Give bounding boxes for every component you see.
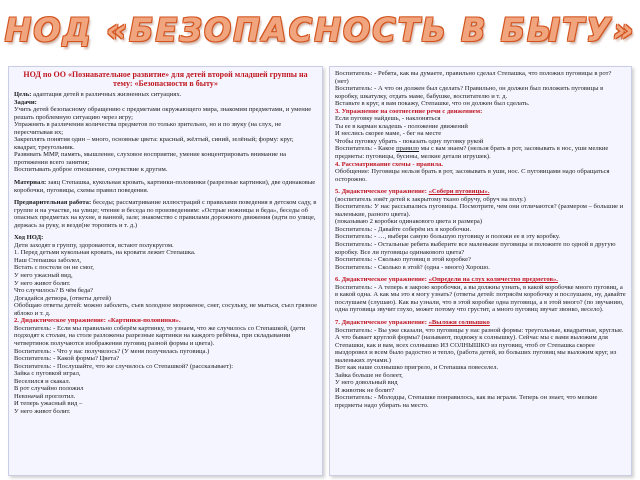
text-line: Воспитатель: - Если мы правильно соберём картинку, то узнаем, что же случилось со Степашкой, (дети подходят к столам, на столе разложены разрезные картинки на каждого ребёнка, при складывании четвертинок получаются изображения пуговиц разной формы и цвета). <box>14 324 306 347</box>
prelim-text: беседы; рассматривание иллюстраций с правилами поведения в детском саду, в группе и на участке, на улице; чтение и беседа по произведениям: «Острые ножницы и беда», беседы об опасных предметах на кухне, в ванной, зале; знакомство с правилами дорожного движения (идти по улице, держась за руку, и везде(не торопить и т. д.) <box>14 199 317 229</box>
text-line: Дети заходят в группу, здороваются, встают полукругом. <box>14 241 174 249</box>
poem-line: В рот случайно положил <box>14 385 84 393</box>
rule-question-start: Воспитатель: - Какое <box>335 145 397 153</box>
poem-line: У него ужасный вид, <box>14 272 73 280</box>
poem-line: Веселился и скакал. <box>14 377 71 385</box>
poem-line: И животик не болит? <box>335 386 395 394</box>
text-line: Воспитатель: - Сколько пуговиц в этой коробке? <box>335 256 471 264</box>
text-line: Воспитатель: - Ребята, как вы думаете, правильно сделал Степашка, что положил пуговицы в рот? (нет) <box>335 70 612 85</box>
poem-line: Зайка с пуговкой играл, <box>14 370 81 378</box>
right-column <box>329 66 632 476</box>
goal-label: Цель: <box>14 91 32 98</box>
section-3-heading: 3. Упражнение на соотнесение речи с движением: <box>335 107 483 115</box>
text-line <box>335 145 626 160</box>
poem-line: Догадайся детвора, (ответы детей) <box>14 294 111 302</box>
document-heading: НОД по ОО «Познавательное развитие» для детей второй младшей группы на тему: «Безопасности в быту» <box>23 70 308 88</box>
section-4-heading: 4. Рассматривание схемы - правила. <box>335 160 443 168</box>
tasks-label: Задачи: <box>14 98 37 106</box>
text-line: Воспитатель: - Сколько в этой? (одна - много) Хорошо. <box>335 263 490 271</box>
text-line: Воспитатель: - Остальные ребята выберите все маленькие пуговицы и положите по одной в другую коробку. Все ли пуговицы одинакового цвета? <box>335 241 616 256</box>
text-line: Воспитатель: - …, выбери самую большую пуговицу и положи ее в эту коробку. <box>335 233 561 241</box>
material-text: заяц Степашка, кукольная кровать, картинки-половинки (разрезные картинки), две одинаковые коробочки, пуговицы, схемы правил поведения. <box>14 179 316 194</box>
poem-line: Встать с постели он не смог, <box>14 264 94 272</box>
text-line: Воспитатель: - А теперь я закрою коробочки, а вы должны узнать, в какой коробочке много пуговиц, а в какой одна. А как мы это я могу узнать? (ответы детей: потрясём коробочку и послушаем, ну, давайте послушаем (слушаю). Как вы узнали, что в этой коробке одна пуговица, а в этой много? (по звучанию, одна пуговица звучит глухо, может потому что грустит, а много пуговиц звучат звонко, весело). <box>335 283 626 314</box>
goal-text: адаптация детей в различных жизненных ситуациях. <box>31 91 182 98</box>
left-column <box>8 66 323 476</box>
text-line: Воспитатель: - Что у вас получилось? (У меня получилась пуговица.) <box>14 347 210 355</box>
task-item: Учить детей безопасному обращению с предметами окружающего мира, знакомим предметами, и умение решать проблемную ситуацию через игру; <box>14 106 312 121</box>
section-2-heading: 2. Дидактическое упражнение: «Картинки-половинки». <box>14 317 181 325</box>
text-line: Воспитатель: - Давайте соберём их в коробочки. <box>335 225 471 233</box>
section-7-heading <box>335 319 626 327</box>
poem-line: У него живот болит. <box>14 279 71 287</box>
section-6-heading-prefix: 6. Дидактическое упражнение: <box>335 276 429 284</box>
section-7-heading-prefix: 7. Дидактическое упражнение: <box>335 318 429 326</box>
page-title: НОД «БЕЗОПАСНОСТЬ В БЫТУ» <box>4 11 636 49</box>
poem-line: У него живот болит. <box>14 407 71 415</box>
text-line: Обобщение: Пуговицы нельзя брать в рот, засовывать в уши, нос. С пуговицами надо обращаться осторожно. <box>335 168 610 183</box>
prelim-label: Предварительная работа: <box>14 199 92 207</box>
section-5-heading-prefix: 5. Дидактическое упражнение: <box>335 188 429 196</box>
text-line: 1. Перед детьми кукольная кровать, на кровати лежит Степашка. <box>14 249 196 257</box>
poem-line: У него довольный вид <box>335 379 398 387</box>
section-7-heading-name: «Выложи солнышко <box>428 318 490 326</box>
rule-word: правило <box>396 145 420 153</box>
text-line: (воспитатель зовёт детей к закрытому ткано обручу, обруч на полу.) <box>335 195 526 203</box>
text-line: Воспитатель: - Молодцы, Степашке понравилось, как вы играли. Теперь он знает, что мелкие предметы надо убирать на место. <box>335 394 598 409</box>
text-line: Ты ее в карман кладешь - положение движений <box>335 122 468 130</box>
poem-line: Невзначай проглотил. <box>14 392 76 400</box>
section-5-heading <box>335 188 626 196</box>
text-line: Если пуговку найдешь, - наклоняться <box>335 115 441 123</box>
task-item: Упражнять в различении количества предметов по только зрительно, но и по звуку (на слух, не пересчитывая их; <box>14 121 282 136</box>
goal <box>14 91 317 99</box>
text-line: Вставьте в круг, я вам покажу, Степашке, что он должен был сделать. <box>335 100 530 108</box>
section-6-heading-name: «Определи на слух количество предметов». <box>428 276 558 284</box>
rule-question-end: мы с вам знаем? (нельзя брать в рот, засовывать в нос, уши мелкие предметы: пуговицы, бусины, мелкие детали игрушек). <box>335 145 609 161</box>
preliminary-work <box>14 199 317 229</box>
task-item: Закреплять понятия один – много, основные цвета: красный, жёлтый, синий, зелёный; форму: круг, квадрат, треугольник. <box>14 136 294 151</box>
text-line: И неслись скорее маме, - бег на месте <box>335 130 442 138</box>
text-line: Воспитатель: - Какой формы? Цвета? <box>14 355 120 363</box>
text-line: Воспитатель: У нас рассыпались пуговицы. Посмотрите, чем они отличаются? (размером – большие и маленькие, разного цвета). <box>335 203 624 218</box>
text-line: Воспитатель: - Вы уже сказали, что пуговицы у нас разной формы: треугольные, квадратные, круглые. А что бывает круглой формы? (называют, подвожу к солнышку). Сейчас мы с вами выложим для Степашки, как и вам, всех солнышко ИЗ СОЛНЫШКО из пуговиц, чтоб от Степашка скорее выздоровел и всем было радостно и тепло, (работа детей, из больших пуговиц мы выложим круг, из маленьких лучами.) <box>335 326 624 364</box>
poem-line: Что случилось? В чём беда? <box>14 287 94 295</box>
text-line: Воспитатель: - А что он должен был сделать? Правильно, он должен был положить пуговицы в коробку, шкатулку, отдать маме, бабушке, воспитателю и т. д. <box>335 85 604 100</box>
task-item: Развивать ММР, память, мышление, слуховое восприятие, умение концентрировать внимание на протяжении всего занятия; <box>14 151 287 166</box>
material-label: Материал: <box>14 179 47 187</box>
text-line: Чтобы пуговку убрать - показать одну пуговку рукой <box>335 137 484 145</box>
section-6-heading <box>335 276 626 284</box>
poem-line: Наш Степашка заболел, <box>14 256 81 264</box>
material <box>14 179 317 194</box>
hod-label: Ход НОД: <box>14 234 44 242</box>
poem-line: И теперь ужасный вид – <box>14 400 83 408</box>
poem-line: Зайка больше не болеет, <box>335 371 403 379</box>
text-line: Вот как наше солнышко пригрело, и Степашка повеселел. <box>335 364 499 372</box>
text-line: Обобщаю ответы детей: можно заболеть, съев холодное мороженое, снег, сосульку, не мыться, съел грязное яблоко и т. д. <box>14 302 318 317</box>
text-line: (показываю 2 коробки одинакового цвета и размера) <box>335 218 483 226</box>
section-5-heading-name: «Собери пуговицы». <box>428 188 490 196</box>
text-line: Воспитатель: - Послушайте, что же случилось со Степашкой? (рассказывает): <box>14 362 234 370</box>
task-item: Воспитывать доброе отношение, сочувствие к другим. <box>14 166 168 174</box>
